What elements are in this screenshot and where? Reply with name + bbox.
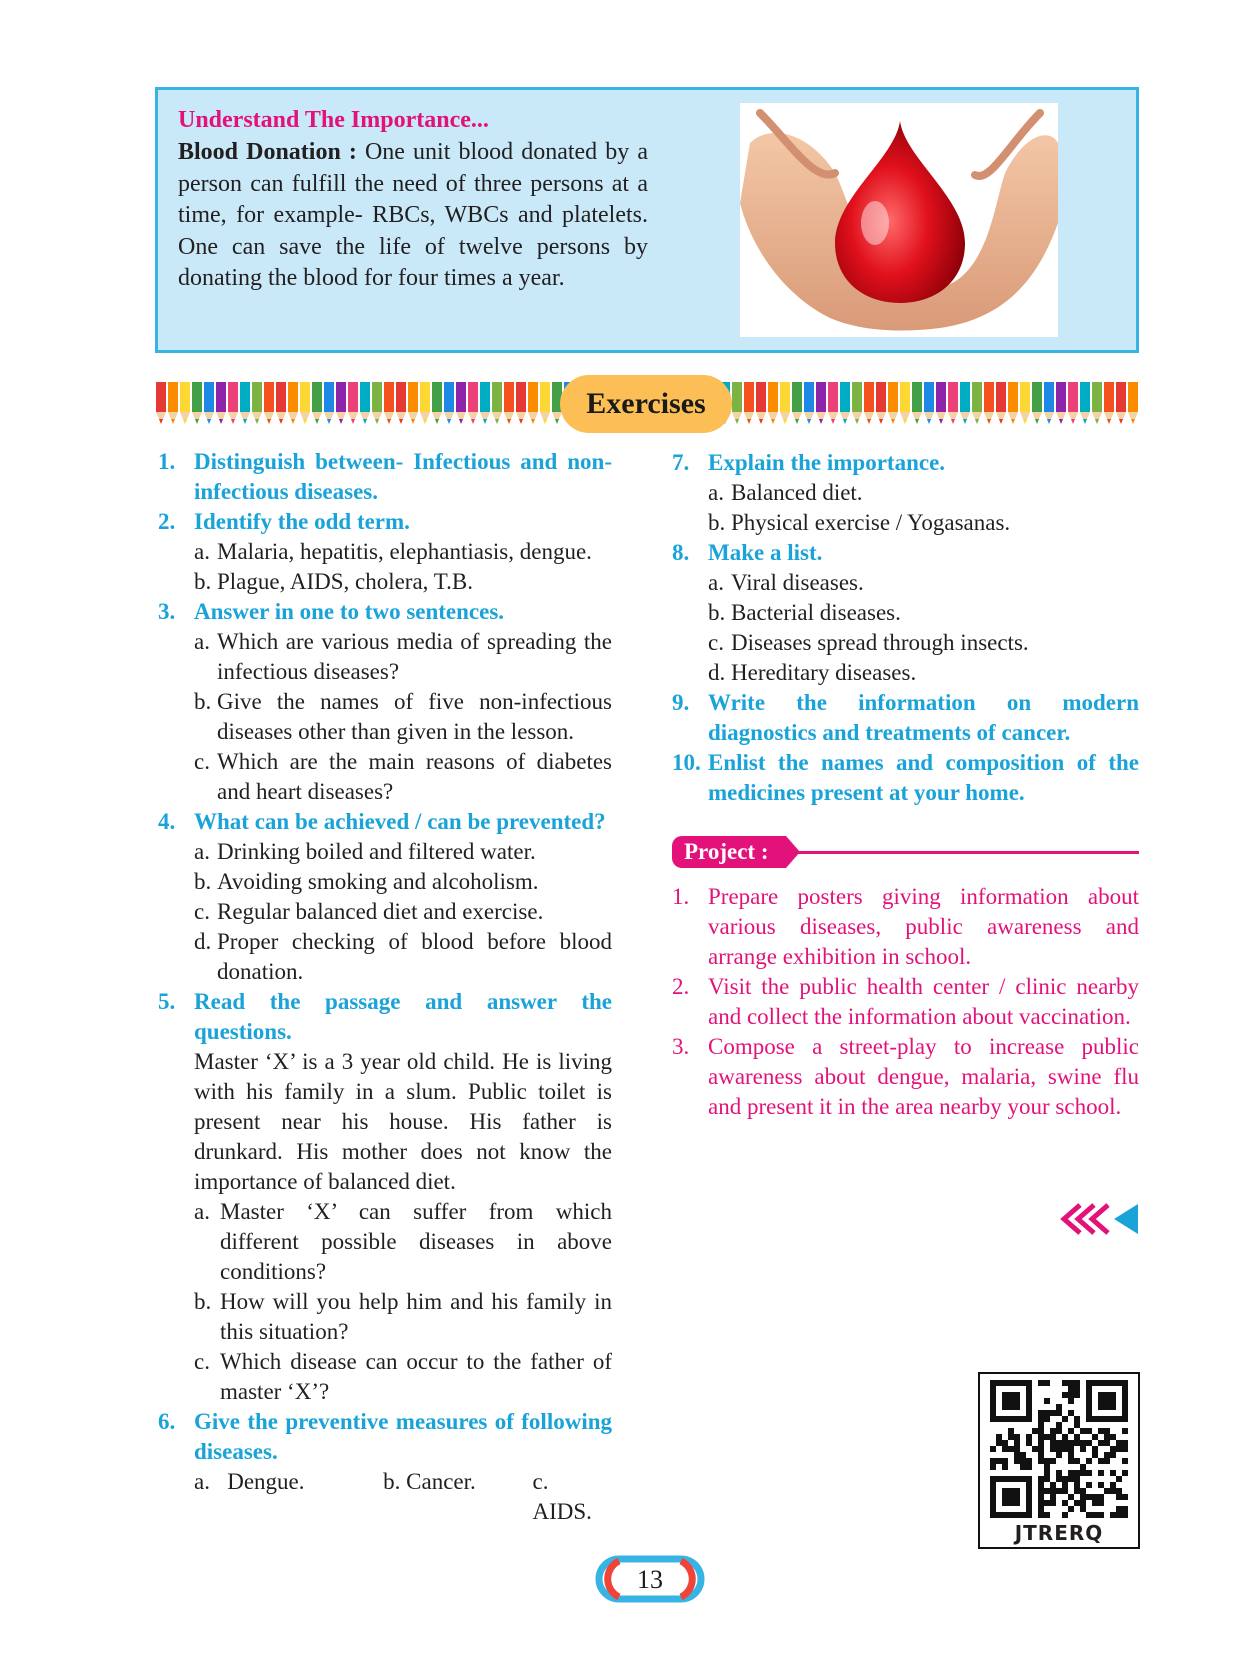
question-1: 1. Distinguish between- Infectious and non-infectious diseases. bbox=[158, 449, 612, 504]
page-number: 13 bbox=[637, 1565, 663, 1594]
project-item-1: 1. Prepare posters giving information about various diseases, public awareness and arrange exhibition in school. bbox=[672, 884, 1139, 969]
importance-label: Blood Donation : bbox=[178, 139, 357, 165]
question-7: 7. Explain the importance. bbox=[672, 450, 946, 475]
question-5a: a. Master ‘X’ can suffer from which different possible diseases in above conditions? bbox=[194, 1199, 612, 1284]
blood-drop-hands-image bbox=[740, 103, 1058, 337]
option-cancer: b. Cancer. bbox=[383, 1469, 476, 1494]
option-dengue: a. Dengue. bbox=[194, 1469, 305, 1494]
project-item-3: 3. Compose a street-play to increase public awareness about dengue, malaria, swine flu and present it in the area nearby your school. bbox=[672, 1034, 1139, 1119]
question-6-options bbox=[158, 1467, 612, 1527]
question-8a: a. Viral diseases. bbox=[708, 570, 864, 595]
passage-text: Master ‘X’ is a 3 year old child. He is living with his family in a slum. Public toilet is present near his house. His father is drunkard. His mother does not know the importance of balanced diet. bbox=[194, 1049, 612, 1194]
importance-body: One unit blood donated by a person can fulfill the need of three persons at a time, for example- RBCs, WBCs and platelets. One can save the life of twelve persons by donating the blood for four times a year. bbox=[178, 139, 648, 291]
importance-text bbox=[178, 137, 648, 295]
project-rule bbox=[790, 851, 1139, 854]
question-3b: b. Give the names of five non-infectious diseases other than given in the lesson. bbox=[194, 689, 612, 744]
qr-code-label: JTRERQ bbox=[1014, 1521, 1104, 1545]
question-2b: b. Plague, AIDS, cholera, T.B. bbox=[194, 569, 473, 594]
question-3a: a. Which are various media of spreading the infectious diseases? bbox=[194, 629, 612, 684]
question-10: 10. Enlist the names and composition of the medicines present at your home. bbox=[672, 750, 1139, 805]
project-label: Project : bbox=[672, 836, 786, 868]
question-8: 8. Make a list. bbox=[672, 540, 823, 565]
question-2a: a. Malaria, hepatitis, elephantiasis, dengue. bbox=[194, 539, 592, 564]
project-list bbox=[672, 882, 1139, 1122]
importance-heading: Understand The Importance... bbox=[178, 107, 489, 133]
question-5c: c. Which disease can occur to the father of master ‘X’? bbox=[194, 1349, 612, 1404]
question-4: 4. What can be achieved / can be prevented? bbox=[158, 809, 606, 834]
project-item-2: 2. Visit the public health center / clinic nearby and collect the information about vaccination. bbox=[672, 974, 1139, 1029]
question-4d: d. Proper checking of blood before blood donation. bbox=[194, 929, 612, 984]
question-5b: b. How will you help him and his family in this situation? bbox=[194, 1289, 612, 1344]
question-9: 9. Write the information on modern diagnostics and treatments of cancer. bbox=[672, 690, 1139, 745]
qr-code-icon[interactable] bbox=[990, 1380, 1128, 1518]
option-aids: c. AIDS. bbox=[532, 1469, 592, 1524]
left-column bbox=[158, 447, 612, 1527]
question-2: 2. Identify the odd term. bbox=[158, 509, 410, 534]
question-4a: a. Drinking boiled and filtered water. bbox=[194, 839, 536, 864]
question-5: 5. Read the passage and answer the questions. bbox=[158, 989, 612, 1044]
question-7a: a. Balanced diet. bbox=[708, 480, 863, 505]
right-column bbox=[672, 448, 1139, 808]
end-arrows-icon bbox=[1058, 1202, 1140, 1236]
question-8d: d. Hereditary diseases. bbox=[708, 660, 917, 685]
exercises-title: Exercises bbox=[560, 375, 732, 433]
question-7b: b. Physical exercise / Yogasanas. bbox=[708, 510, 1011, 535]
question-4b: b. Avoiding smoking and alcoholism. bbox=[194, 869, 539, 894]
question-8c: c. Diseases spread through insects. bbox=[708, 630, 1029, 655]
question-3c: c. Which are the main reasons of diabetes and heart diseases? bbox=[194, 749, 612, 804]
question-8b: b. Bacterial diseases. bbox=[708, 600, 901, 625]
question-4c: c. Regular balanced diet and exercise. bbox=[194, 899, 544, 924]
question-3: 3. Answer in one to two sentences. bbox=[158, 599, 505, 624]
question-6: 6. Give the preventive measures of following diseases. bbox=[158, 1409, 612, 1464]
